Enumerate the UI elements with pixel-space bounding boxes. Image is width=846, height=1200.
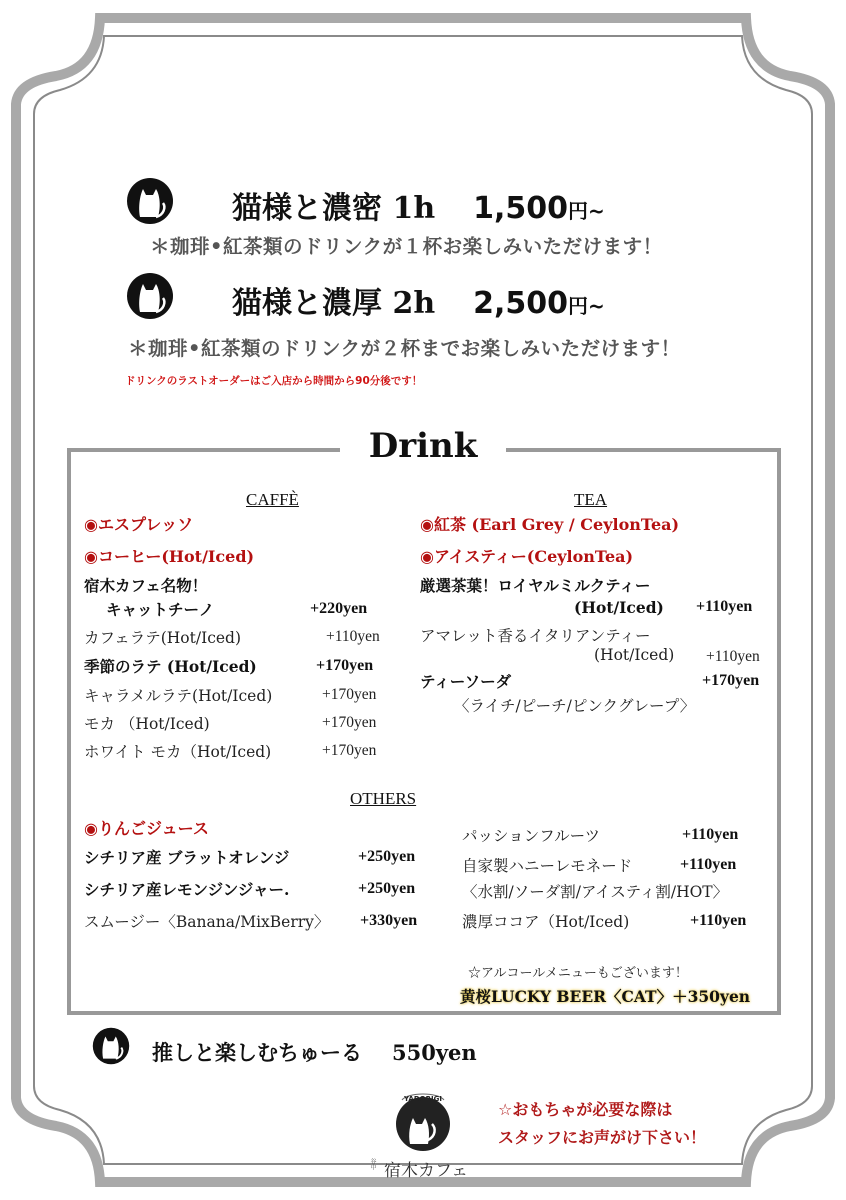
others-item-price: +250yen — [358, 848, 416, 865]
tea-item-price: +110yen — [696, 598, 753, 615]
others-item-price: +110yen — [680, 856, 737, 873]
caffe-category-espresso: ◉エスプレッソ — [84, 515, 194, 534]
others-item-name: シチリア産レモンジンジャー. — [84, 880, 290, 899]
caffe-item-price: +170yen — [322, 714, 377, 731]
caffe-heading: CAFFÈ — [246, 490, 299, 509]
plan-1-price: 1,500 — [473, 191, 569, 226]
caffe-item-name: 季節のラテ (Hot/Iced) — [84, 657, 257, 676]
toy-notice-line-2: スタッフにお声がけ下さい！ — [498, 1128, 707, 1147]
lucky-beer-item: 黄桜LUCKY BEER〈CAT〉＋350yen — [460, 987, 751, 1006]
others-item-name: シチリア産 ブラットオレンジ — [84, 848, 290, 867]
others-item-name: 濃厚ココア（Hot/Iced) — [462, 913, 630, 931]
caffe-item-price: +220yen — [310, 600, 368, 617]
tea-item-price: +170yen — [702, 672, 760, 689]
logo-arc-text: YADORIGI — [404, 1095, 442, 1103]
caffe-item-price: +110yen — [326, 628, 380, 645]
others-heading: OTHERS — [350, 789, 417, 808]
others-item-price: +110yen — [690, 912, 747, 929]
plan-1-unit: 円~ — [568, 199, 605, 223]
cat-silhouette-icon — [92, 1027, 130, 1065]
plan-2-price: 2,500 — [473, 286, 569, 321]
tea-item-name: アマレット香るイタリアンティー — [420, 627, 651, 645]
caffe-item-name: キャラメルラテ(Hot/Iced) — [84, 687, 273, 705]
caffe-item-price: +170yen — [316, 657, 374, 674]
caffe-item-price: +170yen — [322, 742, 377, 759]
others-item-name: 自家製ハニーレモネード — [462, 857, 633, 875]
others-category-apple-juice: ◉りんごジュース — [84, 819, 209, 838]
caffe-item-name: ホワイト モカ（Hot/Iced) — [84, 743, 272, 761]
caffe-item-name: カフェラテ(Hot/Iced) — [84, 629, 242, 647]
others-item-name: パッションフルーツ — [462, 827, 600, 845]
plan-1-note: ＊珈琲•紅茶類のドリンクが１杯お楽しみいただけます！ — [150, 235, 663, 258]
logo-cafe-name: 宿木カフェ — [384, 1161, 469, 1181]
tea-category-black-tea: ◉紅茶 (Earl Grey / CeylonTea) — [420, 515, 680, 534]
tea-item-name: 〈ライチ/ピーチ/ピンクグレープ〉 — [454, 697, 696, 715]
tea-item-name: ティーソーダ — [420, 672, 512, 691]
others-item-price: +250yen — [358, 880, 416, 897]
alcohol-menu-note: ☆アルコールメニューもございます！ — [468, 966, 688, 981]
plan-2-name: 猫様と濃厚 2h — [232, 286, 436, 321]
tea-item-price: +110yen — [706, 648, 760, 665]
yadorigi-logo — [388, 1088, 458, 1154]
churu-price: 550yen — [392, 1040, 477, 1065]
caffe-item-name: 宿木カフェ名物！ — [84, 576, 208, 595]
logo-small-text: 谷中 — [369, 1158, 376, 1170]
others-item-price: +110yen — [682, 826, 739, 843]
caffe-category-coffee: ◉コーヒー(Hot/Iced) — [84, 547, 255, 566]
plan-2-title — [232, 278, 605, 322]
tea-category-iced-tea: ◉アイスティー(CeylonTea) — [420, 547, 634, 566]
churu-item — [152, 1037, 477, 1067]
tea-item-name: (Hot/Iced) — [574, 598, 664, 617]
caffe-item-name: キャットチーノ — [106, 600, 215, 619]
churu-name: 推しと楽しむちゅーる — [152, 1040, 362, 1065]
cat-silhouette-icon — [126, 177, 174, 225]
tea-item-name: (Hot/Iced) — [594, 646, 675, 664]
toy-notice-line-1: ☆おもちゃが必要な際は — [498, 1100, 673, 1119]
others-item-name: 〈水割/ソーダ割/アイスティ割/HOT〉 — [462, 883, 729, 901]
plan-1-title — [232, 183, 605, 227]
tea-heading: TEA — [574, 490, 608, 509]
cat-silhouette-icon — [126, 272, 174, 320]
drink-section-title: Drink — [340, 426, 506, 466]
others-item-price: +330yen — [360, 912, 418, 929]
caffe-item-price: +170yen — [322, 686, 377, 703]
plan-1-name: 猫様と濃密 1h — [232, 191, 436, 226]
plan-2-note: ＊珈琲•紅茶類のドリンクが２杯までお楽しみいただけます！ — [128, 337, 681, 360]
plan-2-unit: 円~ — [568, 294, 605, 318]
caffe-item-name: モカ （Hot/Iced) — [84, 715, 210, 733]
tea-item-name: 厳選茶葉！ロイヤルミルクティー — [420, 576, 651, 595]
last-order-notice: ドリンクのラストオーダーはご入店から時間から90分後です！ — [125, 375, 423, 387]
others-item-name: スムージー〈Banana/MixBerry〉 — [84, 913, 330, 931]
